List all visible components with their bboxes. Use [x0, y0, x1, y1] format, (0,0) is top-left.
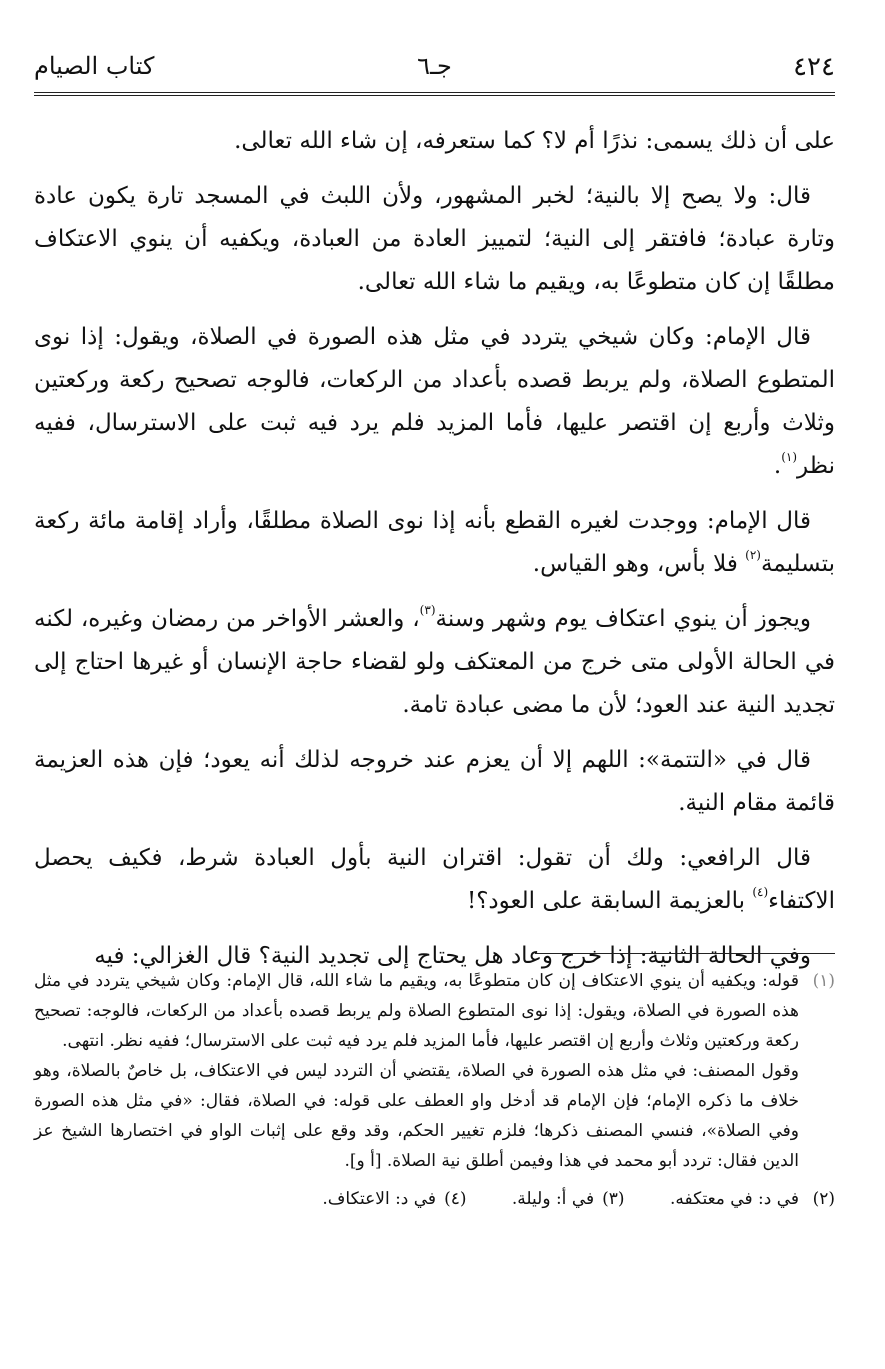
- paragraph-text: قال الإمام: ووجدت لغيره القطع بأنه إذا نوى الصلاة مطلقًا، وأراد إقامة مائة ركعة بتسليمة: [34, 508, 835, 577]
- page-number: ٤٢٤: [793, 52, 835, 82]
- footnote-number: (٢): [812, 1189, 835, 1209]
- footnote-number: (٤): [444, 1189, 467, 1209]
- paragraph-text: قال الإمام: وكان شيخي يتردد في مثل هذه الصورة في الصلاة، ويقول: إذا نوى المتطوع الصلاة، ولم يربط قصده بأعداد من الركعات، فالوجه تصحيح ركعة وركعتين وثلاث وأربع إن اقتصر عليها، فأما المزيد فلم يرد فيه ثبت على الاسترسال، ففيه نظر: [34, 324, 835, 479]
- paragraph-text: قال في «التتمة»: اللهم إلا أن يعزم عند خروجه لذلك أنه يعود؛ فإن هذه العزيمة قائمة مقام النية.: [34, 747, 835, 816]
- footnote-text: وقول المصنف: في مثل هذه الصورة في الصلاة، يقتضي أن التردد ليس في الاعتكاف، بل خاصٌ بالصلاة، وهو خلاف ما ذكره الإمام؛ فإن الإمام قد أدخل واو العطف على قوله: في الصلاة، فقال: «في مثل هذه الصورة وفي الصلاة»، فنسي المصنف ذكرها؛ فلزم تغيير الحكم، وقد وقع على إثبات الواو في اختصارها الشيخ عز الدين فقال: تردد أبو محمد في هذا وفيمن أطلق نية الصلاة. [أ و].: [34, 1061, 799, 1171]
- page-header: [34, 52, 835, 88]
- footnote-1: [34, 966, 835, 1176]
- paragraph-text: ويجوز أن ينوي اعتكاف يوم وشهر وسنة: [435, 606, 811, 632]
- paragraph-text: قال الرافعي: ولك أن تقول: اقتران النية بأول العبادة شرط، فكيف يحصل الاكتفاء: [34, 845, 835, 914]
- paragraph: [34, 739, 835, 825]
- header-rule: [34, 92, 835, 96]
- footnote-number: (١): [812, 971, 835, 991]
- footnote-text: في أ: وليلة.: [511, 1189, 595, 1209]
- footnote-separator: [535, 953, 835, 954]
- paragraph: [34, 598, 835, 727]
- paragraph: [34, 316, 835, 488]
- paragraph-text: على أن ذلك يسمى: نذرًا أم لا؟ كما ستعرفه، إن شاء الله تعالى.: [234, 128, 835, 154]
- footnote-text: قوله: ويكفيه أن ينوي الاعتكاف إن كان متطوعًا به، ويقيم ما شاء الله، قال الإمام: وكان شيخي يتردد في مثل هذه الصورة في الصلاة، ويقول: إذا نوى المتطوع الصلاة ولم يربط قصده بأعداد من الركعات، فالوجه: تصحيح ركعة وركعتين وثلاث وأربع إن اقتصر عليها، فأما المزيد فلم يرد فيه ثبت على الاسترسال؛ ففيه نظر. انتهى.: [34, 971, 799, 1051]
- footnote-ref[interactable]: (٣): [419, 603, 436, 617]
- volume-label: جـ٦: [417, 52, 452, 80]
- paragraph-text: وفي الحالة الثانية: إذا خرج وعاد هل يحتاج إلى تجديد النية؟ قال الغزالي: فيه: [94, 943, 811, 969]
- paragraph-text: قال: ولا يصح إلا بالنية؛ لخبر المشهور، ولأن اللبث في المسجد تارة يكون عادة وتارة عبادة؛ فافتقر إلى النية؛ لتمييز العادة من العبادة، ويكفيه أن ينوي الاعتكاف مطلقًا إن كان متطوعًا به، ويقيم ما شاء الله تعالى.: [34, 183, 835, 295]
- footnote-number: (٣): [602, 1189, 625, 1209]
- paragraph: [34, 120, 835, 163]
- paragraph-tail: .: [773, 453, 782, 479]
- footnotes: [34, 966, 835, 1214]
- footnote-ref[interactable]: (١): [781, 450, 798, 464]
- footnote-text: في د: الاعتكاف.: [322, 1189, 437, 1209]
- footnote-2: [670, 1184, 799, 1214]
- footnote-text: في د: في معتكفه.: [669, 1189, 799, 1209]
- paragraph: [34, 837, 835, 923]
- footnote-3: [512, 1184, 625, 1214]
- book-title: كتاب الصيام: [34, 52, 155, 80]
- footnote-4: [322, 1184, 466, 1214]
- paragraph-tail: بالعزيمة السابقة على العود؟!: [466, 888, 753, 914]
- paragraph: [34, 175, 835, 304]
- paragraph: [34, 500, 835, 586]
- footnote-ref[interactable]: (٤): [752, 885, 769, 899]
- paragraph-tail: فلا بأس، وهو القياس.: [532, 551, 746, 577]
- main-text: [34, 120, 835, 990]
- footnote-ref[interactable]: (٢): [745, 548, 761, 562]
- paragraph-tail: ، والعشر الأواخر من رمضان وغيره، لكنه في الحالة الأولى متى خرج من المعتكف ولو لقضاء حاجة الإنسان أو غيرها احتاج إلى تجديد النية عند العود؛ لأن ما مضى عبادة تامة.: [34, 606, 835, 718]
- footnote-line: [34, 1184, 835, 1214]
